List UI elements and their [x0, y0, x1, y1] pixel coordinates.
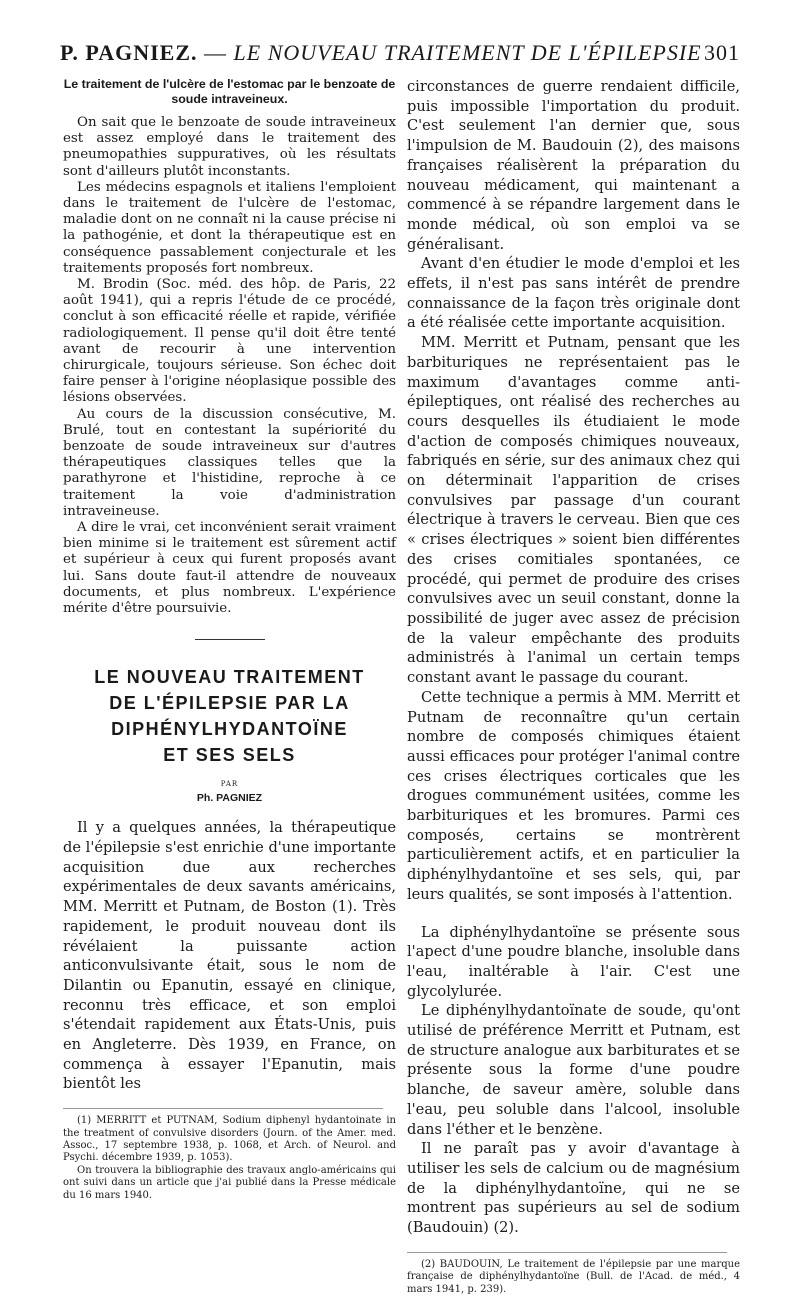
- footnote-2: (2) BAUDOUIN, Le traitement de l'épilepsie par une marque française de diphénylhydantoïne (Bull. de l'Acad. de méd., 4 mars 1941, p. 239).: [407, 1258, 740, 1295]
- footnote-1-note: On trouvera la bibliographie des travaux anglo-américains qui ont suivi dans un article que j'ai publié dans la Presse médicale du 16 mars 1940.: [63, 1164, 396, 1201]
- paragraph: La diphénylhydantoïne se présente sous l'apect d'une poudre blanche, insoluble dans l'eau, inaltérable à l'air. C'est une glycolylurée.: [407, 923, 740, 1000]
- article-title-line: ET SES SELS: [163, 745, 296, 766]
- right-column: [407, 77, 740, 1296]
- byline-par: PAR: [220, 780, 239, 789]
- paragraph: circonstances de guerre rendaient difficile, puis impossible l'importation du produit. C'est seulement l'an dernier que, sous l'impulsion de M. Baudouin (2), des maisons françaises réalisèrent la préparation du nouveau médicament, qui maintenant a commencé à se répandre largement dans le monde médical, où son emploi va se généralisant.: [407, 78, 740, 253]
- article-title-line: LE NOUVEAU TRAITEMENT: [94, 667, 365, 688]
- page-number: 301: [704, 40, 740, 65]
- footnotes-left: [63, 1115, 396, 1202]
- article-body-right: [407, 77, 740, 1238]
- paragraph: Cette technique a permis à MM. Merritt et Putnam de reconnaître qu'un certain nombre de composés chimiques étaient aussi efficaces pour protéger l'animal contre ces crises électriques corticales que les drogues communément usitées, comme les barbituriques et les bromures. Parmi ces composés, certains se montrèrent particulièrement actifs, et en particulier la diphénylhydantoïne et ses sels, qui, par leurs qualités, se sont imposés à l'attention.: [407, 688, 740, 903]
- paragraph: Il y a quelques années, la thérapeutique de l'épilepsie s'est enrichie d'une importante acquisition due aux recherches expérimentales de deux savants américains, MM. Merritt et Putnam, de Boston (1). Très rapidement, le produit nouveau dont ils révélaient la puissante action anticonvulsivante était, sous le nom de Dilantin ou Epanutin, essayé en clinique, reconnu très efficace, et son emploi s'étendait rapidement aux États-Unis, puis en Angleterre. Dès 1939, en France, on commença à essayer l'Epanutin, mais bientôt les: [63, 819, 396, 1093]
- footnote-1: (1) MERRITT et PUTNAM, Sodium diphenyl hydantoinate in the treatment of convulsive disorders (Journ. of the Amer. med. Assoc., 17 septembre 1938, p. 1068, et Arch. of Neurol. and Psychi. décembre 1939, p. 1053).: [63, 1115, 396, 1164]
- footnotes-right: [407, 1259, 740, 1296]
- paragraph: On sait que le benzoate de soude intraveineux est assez employé dans le traitement des pneumopathies suppuratives, où les résultats sont d'ailleurs plutôt inconstants.: [63, 115, 396, 179]
- paragraph: M. Brodin (Soc. méd. des hôp. de Paris, 22 août 1941), qui a repris l'étude de ce procédé, conclut à son efficacité réelle et rapide, vérifiée radiologiquement. Il pense qu'il doit être tenté avant de recourir à une intervention chirurgicale, toujours sérieuse. Son échec doit faire penser à l'origine néoplasique possible des lésions observées.: [63, 277, 396, 406]
- left-column: [63, 77, 396, 1202]
- running-head: [60, 40, 740, 66]
- running-head-dash: —: [204, 40, 228, 65]
- paragraph: A dire le vrai, cet inconvénient serait vraiment bien minime si le traitement est sûrement actif et supérieur à ceux qui furent proposés avant lui. Sans doute faut-il attendre de nouveaux documents, et plus nombreux. L'expérience mérite d'être poursuivie.: [63, 520, 396, 617]
- footnote-rule: [407, 1252, 727, 1253]
- paragraph: Les médecins espagnols et italiens l'emploient dans le traitement de l'ulcère de l'estomac, maladie dont on ne connaît ni la cause précise ni la pathogénie, et dont la thérapeutique est en conséquence passablement conjecturale et les traitements proposés fort nombreux.: [63, 179, 396, 276]
- article-title-line: DE L'ÉPILEPSIE PAR LA: [109, 693, 350, 714]
- article-title-line: DIPHÉNYLHYDANTOÏNE: [111, 719, 348, 740]
- footnote-rule: [63, 1108, 383, 1109]
- running-head-title: LE NOUVEAU TRAITEMENT DE L'ÉPILEPSIE: [233, 40, 702, 65]
- byline-author: Ph. PAGNIEZ: [196, 792, 263, 805]
- paragraph: Avant d'en étudier le mode d'emploi et les effets, il n'est pas sans intérêt de prendre connaissance de la façon très originale dont a été réalisée cette importante acquisition.: [407, 255, 740, 332]
- paragraph: Au cours de la discussion consécutive, M. Brulé, tout en contestant la supériorité du benzoate de soude intraveineux sur d'autres thérapeutiques classiques telles que la parathyrone et l'histidine, reproche à ce traitement la voie d'administration intraveineuse.: [63, 406, 396, 519]
- paragraph: MM. Merritt et Putnam, pensant que les barbituriques ne représentaient pas le maximum d'avantages comme anti-épileptiques, ont réalisé des recherches au cours desquelles ils étudiaient le mode d'action de composés chimiques nouveaux, fabriqués en série, sur des animaux chez qui on déterminait l'apparition de crises convulsives par passage d'un courant électrique à travers le cerveau. Bien que ces « crises électriques » soient bien différentes des crises comitiales spontanées, ce procédé, qui permet de produire des crises convulsives avec un seuil constant, donne la possibilité de juger avec assez de précision de la valeur empêchante des produits administrés à l'animal un certain temps constant avant le passage du courant.: [407, 334, 740, 687]
- section-divider: [195, 639, 265, 640]
- running-head-left: [60, 40, 702, 66]
- section-heading: Le traitement de l'ulcère de l'estomac par le benzoate de soude intraveineux.: [63, 77, 396, 106]
- running-head-author: P. PAGNIEZ.: [60, 40, 198, 65]
- paragraph: Le diphénylhydantoïnate de soude, qu'ont utilisé de préférence Merritt et Putnam, est de structure analogue aux barbiturates et se présente sous la forme d'une poudre blanche, de saveur amère, soluble dans l'eau, peu soluble dans l'alcool, insoluble dans l'éther et le benzène.: [407, 1002, 740, 1138]
- article-title: [63, 664, 396, 768]
- article-body-left: [63, 818, 396, 1094]
- paragraph: Il ne paraît pas y avoir d'avantage à utiliser les sels de calcium ou de magnésium de la diphénylhydantoïne, qui ne se montrent pas supérieurs au sel de sodium (Baudouin) (2).: [407, 1140, 740, 1237]
